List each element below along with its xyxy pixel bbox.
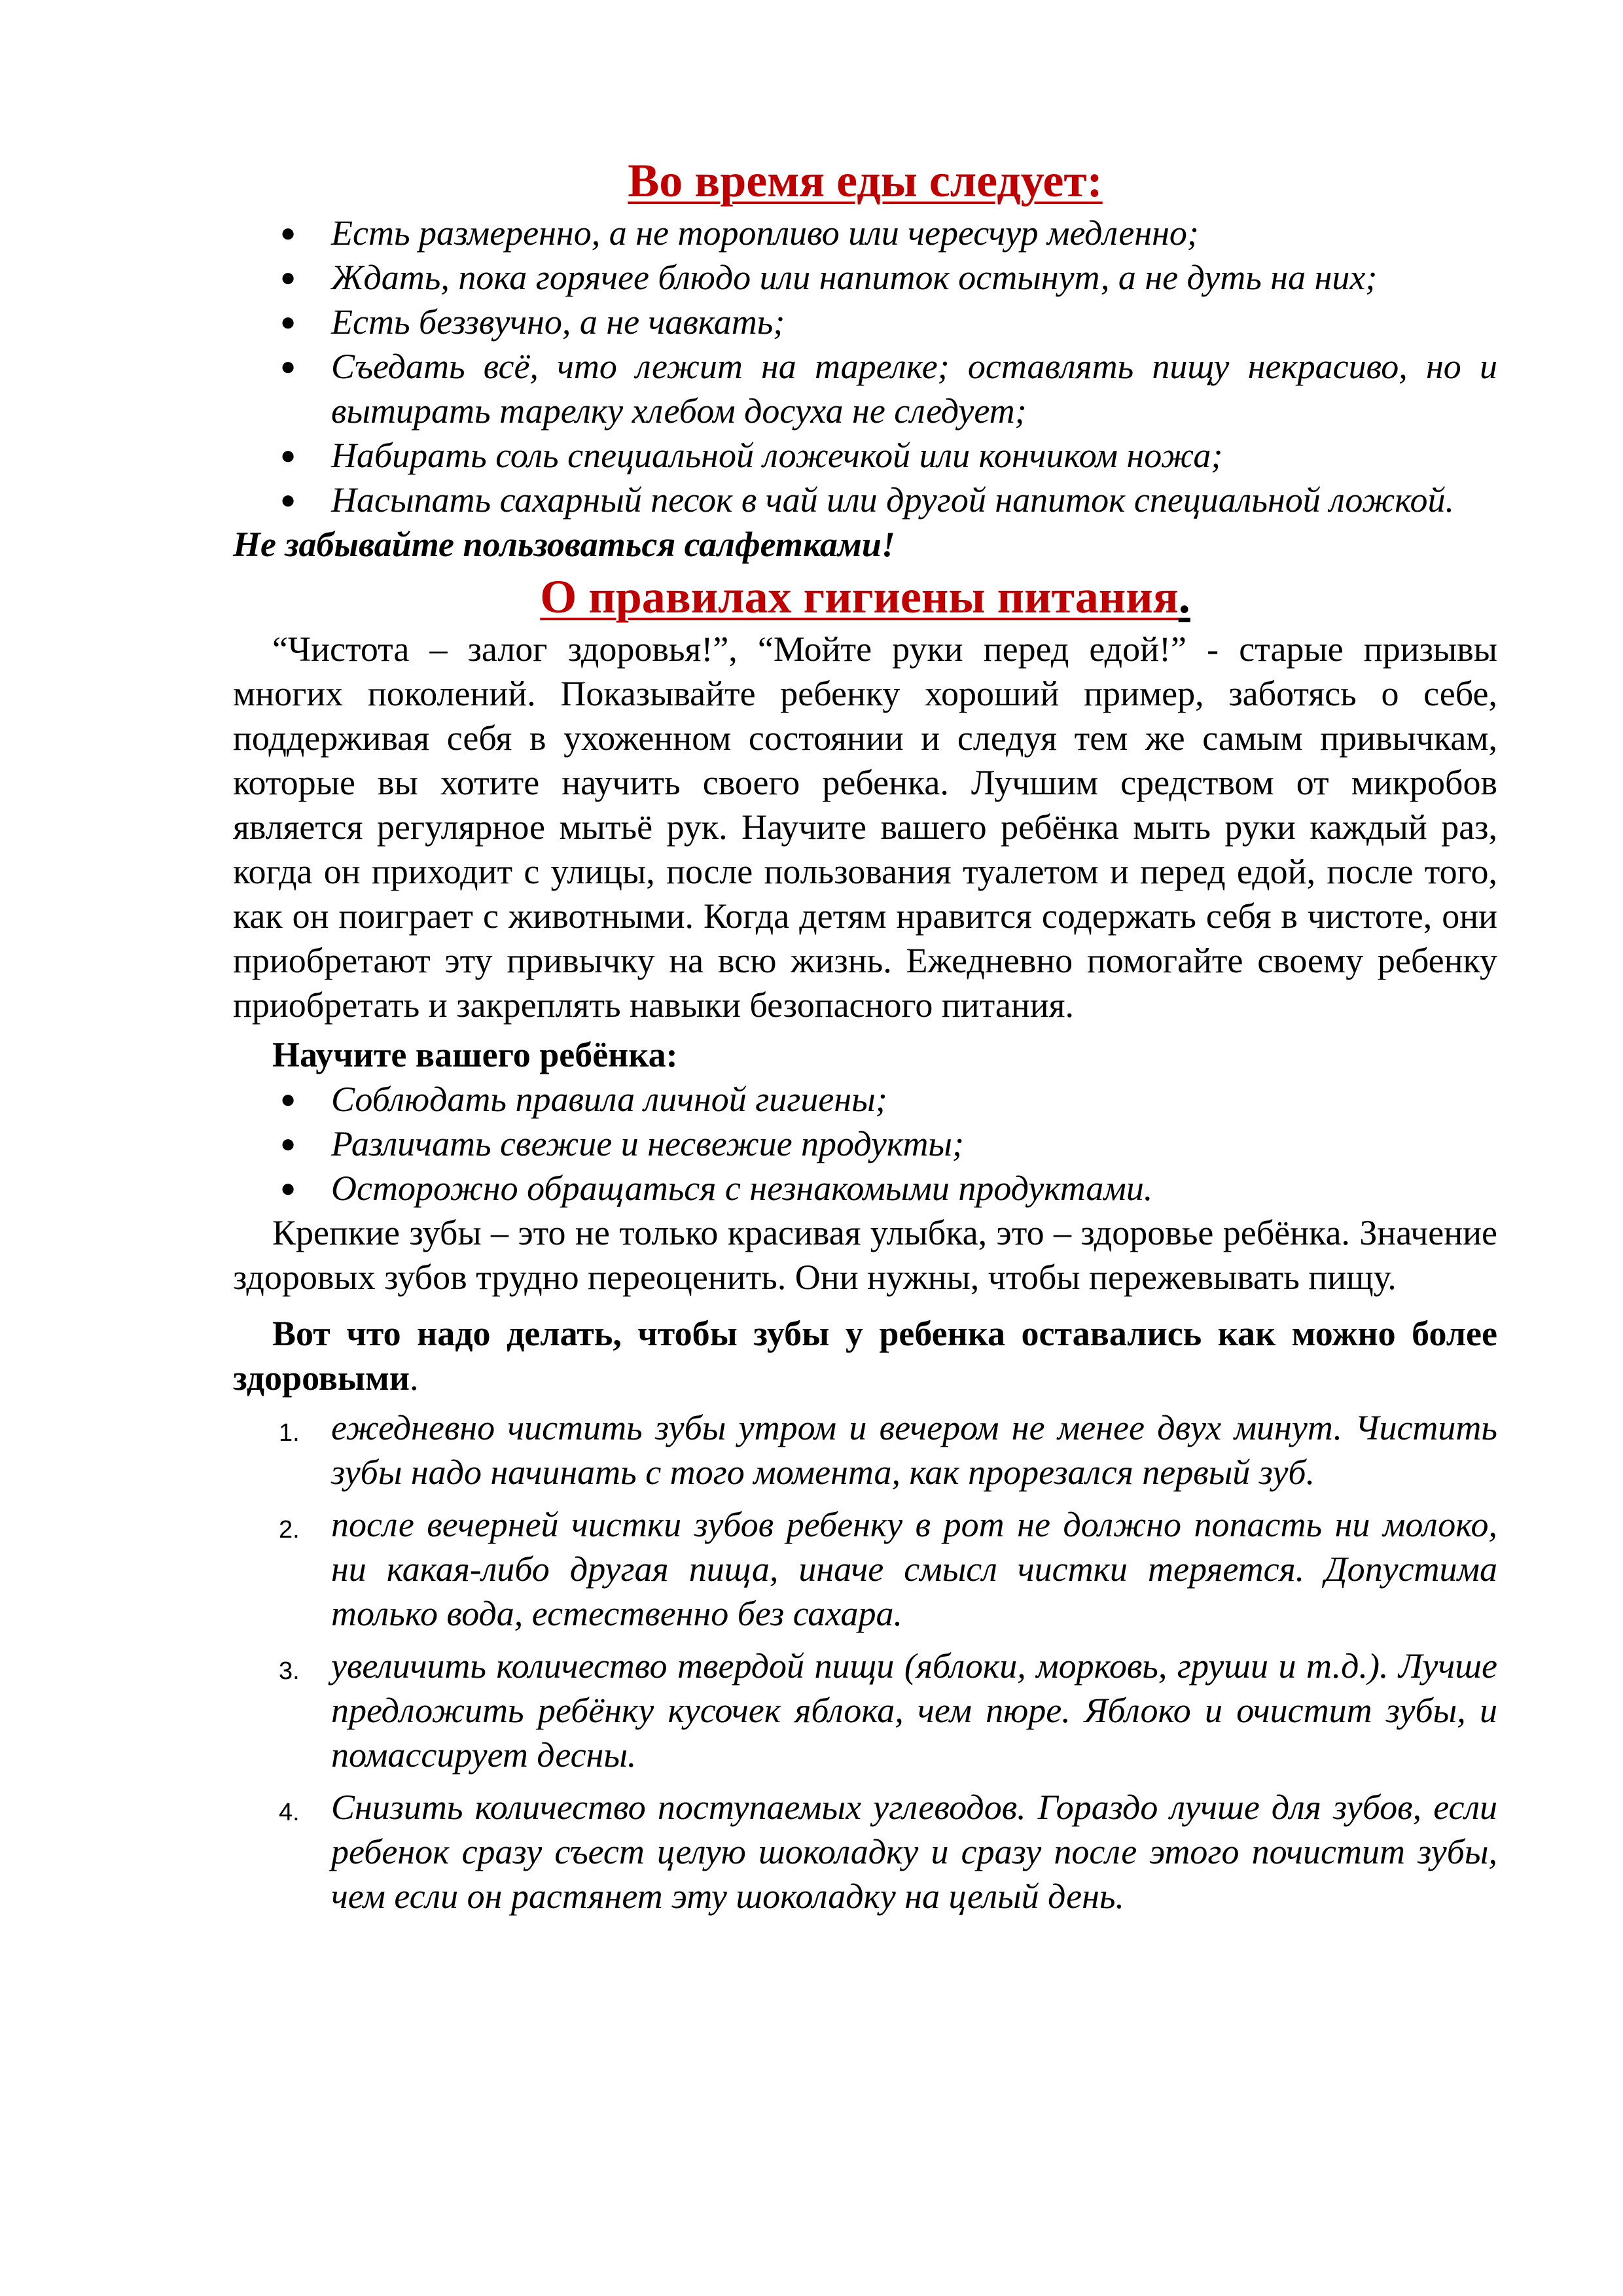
list-item: 3. увеличить количество твердой пищи (яблоки, морковь, груши и т.д.). Лучше предложить ребёнку кусочек яблока, чем пюре. Яблоко и очистит зубы, и помассирует десны. bbox=[279, 1646, 1497, 1775]
list-item: ● Набирать соль специальной ложечкой или кончиком ножа; bbox=[233, 433, 1497, 478]
list-item: 4. Снизить количество поступаемых углеводов. Гораздо лучше для зубов, если ребенок сразу съест целую шоколадку и сразу после этого почистит зубы, чем если он растянет эту шоколадку на целый день. bbox=[279, 1788, 1497, 1916]
list-item: ● Насыпать сахарный песок в чай или другой напиток специальной ложкой. bbox=[233, 478, 1497, 522]
step-number: 3. bbox=[279, 1657, 300, 1685]
step-number: 2. bbox=[279, 1516, 300, 1544]
list-item: ● Соблюдать правила личной гигиены; bbox=[233, 1077, 1497, 1122]
bullet-dot-icon: ● bbox=[280, 218, 296, 247]
list-item: ● Осторожно обращаться с незнакомыми продуктами. bbox=[233, 1166, 1497, 1210]
bullet-dot-icon: ● bbox=[280, 307, 296, 336]
list-item: 1. ежедневно чистить зубы утром и вечером не менее двух минут. Чистить зубы надо начинать с того момента, как прорезался первый зуб. bbox=[279, 1408, 1497, 1492]
list-item: ● Съедать всё, что лежит на тарелке; оставлять пищу некрасиво, но и вытирать тарелку хлебом досуха не следует; bbox=[233, 344, 1497, 433]
teach-heading: Научите вашего ребёнка: bbox=[272, 1035, 678, 1074]
bullet-dot-icon: ● bbox=[280, 440, 296, 470]
bullet-dot-icon: ● bbox=[280, 1084, 296, 1114]
teeth-heading: Вот что надо делать, чтобы зубы у ребенка оставались как можно более здоровыми. bbox=[233, 1314, 1497, 1398]
list-item: 2. после вечерней чистки зубов ребенку в рот не должно попасть ни молоко, ни какая-либо другая пища, иначе смысл чистки теряется. Допустима только вода, естественно без сахара. bbox=[279, 1505, 1497, 1633]
heading-period: . bbox=[1178, 571, 1190, 623]
teeth-heading-period: . bbox=[409, 1358, 419, 1398]
step-number: 4. bbox=[279, 1799, 300, 1826]
teeth-paragraph: Крепкие зубы – это не только красивая улыбка, это – здоровье ребёнка. Значение здоровых зубов трудно переоценить. Они нужны, чтобы пережевывать пищу. bbox=[233, 1213, 1497, 1297]
meal-rules-list bbox=[233, 211, 1497, 522]
list-item: ● Есть размеренно, а не торопливо или чересчур медленно; bbox=[233, 211, 1497, 255]
hygiene-paragraph: “Чистота – залог здоровья!”, “Мойте руки перед едой!” - старые призывы многих поколений. Показывайте ребенку хороший пример, заботясь о себе, поддерживая себя в ухоженном состоянии и следуя тем же самым привычкам, которые вы хотите научить своего ребенка. Лучшим средством от микробов является регулярное мытьё рук. Научите вашего ребёнка мыть руки каждый раз, когда он приходит с улицы, после пользования туалетом и перед едой, после того, как он поиграет с животными. Когда детям нравится содержать себя в чистоте, они приобретают эту привычку на всю жизнь. Ежедневно помогайте своему ребенку приобретать и закреплять навыки безопасного питания. bbox=[233, 629, 1497, 1025]
teeth-steps-list bbox=[233, 1405, 1497, 1918]
list-item: ● Есть беззвучно, а не чавкать; bbox=[233, 300, 1497, 344]
napkins-note: Не забывайте пользоваться салфетками! bbox=[233, 525, 895, 564]
step-number: 1. bbox=[279, 1419, 300, 1447]
teach-list bbox=[233, 1077, 1497, 1210]
bullet-dot-icon: ● bbox=[280, 1173, 296, 1203]
bullet-dot-icon: ● bbox=[280, 351, 296, 381]
section-heading-meal-rules: Во время еды следует: bbox=[628, 154, 1103, 207]
list-item: ● Ждать, пока горячее блюдо или напиток остынут, а не дуть на них; bbox=[233, 255, 1497, 300]
bullet-dot-icon: ● bbox=[280, 1129, 296, 1158]
bullet-dot-icon: ● bbox=[280, 262, 296, 292]
bullet-dot-icon: ● bbox=[280, 485, 296, 514]
list-item: ● Различать свежие и несвежие продукты; bbox=[233, 1122, 1497, 1166]
document-page bbox=[233, 150, 1497, 1926]
section-heading-hygiene: О правилах гигиены питания. bbox=[540, 571, 1190, 623]
